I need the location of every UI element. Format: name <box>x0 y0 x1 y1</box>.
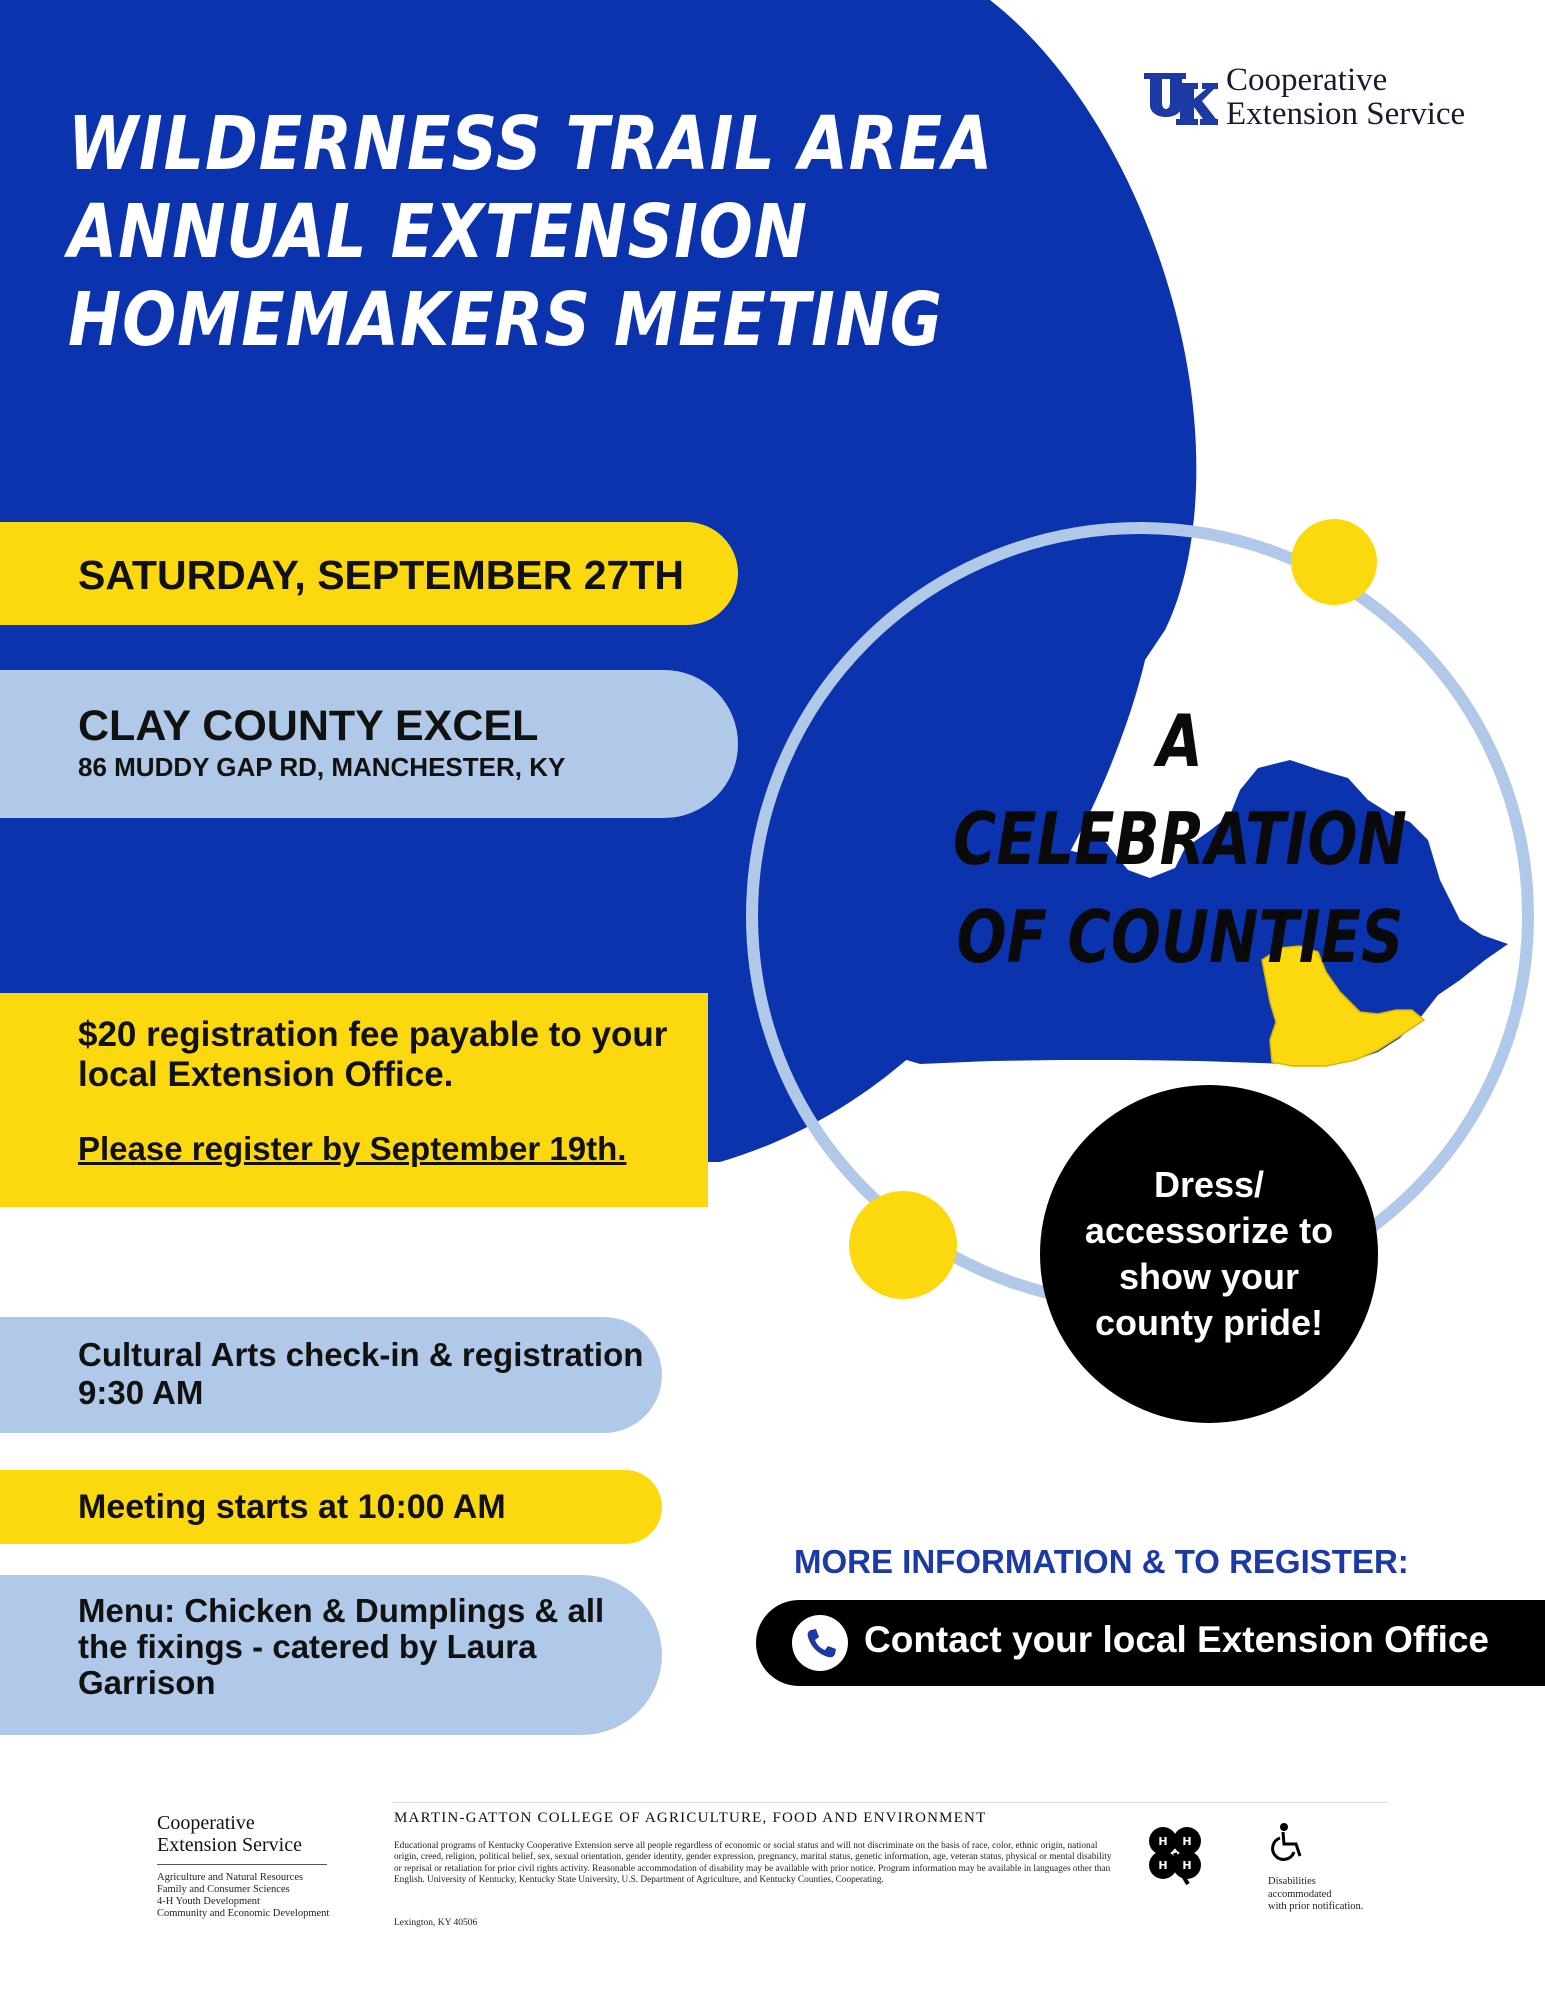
title-line-3: HOMEMAKERS MEETING <box>68 277 943 363</box>
program-item: 4-H Youth Development <box>157 1896 260 1907</box>
celebration-heading <box>950 692 1409 986</box>
yellow-dot-bottom <box>849 1191 957 1299</box>
access-line: Disabilities <box>1268 1876 1316 1887</box>
program-item: Agriculture and Natural Resources <box>157 1872 304 1883</box>
page-title <box>68 100 994 364</box>
svg-text:H: H <box>1158 1835 1168 1848</box>
4h-clover-icon <box>1142 1820 1208 1886</box>
program-item: Family and Consumer Sciences <box>157 1884 290 1895</box>
dress-note-circle <box>1040 1085 1378 1423</box>
college-name: MARTIN-GATTON COLLEGE OF AGRICULTURE, FOOD AND ENVIRONMENT <box>394 1810 987 1826</box>
registration-deadline: Please register by September 19th. <box>78 1130 627 1167</box>
title-line-2: ANNUAL EXTENSION <box>68 189 808 275</box>
program-item: Community and Economic Development <box>157 1908 330 1919</box>
venue-pill <box>0 670 738 818</box>
svg-text:H: H <box>1182 1859 1192 1872</box>
celebration-line-1: A CELEBRATION <box>953 699 1407 881</box>
registration-fee-box <box>0 993 708 1207</box>
access-line: accommodated <box>1268 1888 1332 1900</box>
footer-logo <box>157 1812 302 1856</box>
fee-text: $20 registration fee payable to your local Extension Office. <box>78 1015 668 1094</box>
footer-address: Lexington, KY 40506 <box>394 1918 478 1928</box>
event-date-pill: SATURDAY, SEPTEMBER 27TH <box>0 522 738 625</box>
wheelchair-icon <box>1268 1822 1308 1862</box>
venue-name: CLAY COUNTY EXCEL <box>78 702 539 750</box>
contact-bar[interactable] <box>756 1600 1545 1686</box>
meeting-start-pill: Meeting starts at 10:00 AM <box>0 1470 662 1544</box>
logo-text-line-2: Extension Service <box>1226 96 1466 132</box>
footer-logo-line-1: Cooperative <box>157 1812 255 1834</box>
phone-icon <box>792 1615 848 1671</box>
logo-text-line-1: Cooperative <box>1226 62 1388 98</box>
footer-logo-rule <box>157 1864 327 1865</box>
legal-statement: Educational programs of Kentucky Cooperative Extension serve all people regardless of economic or social status and will not discriminate on the basis of race, color, ethnic origin, national origin, creed, religion, political belief, sex, sexual orientation, gender identity, gender expression, pregnancy, marital status, genetic information, age, veteran status, physical or mental disability or reprisal or retaliation for prior civil rights activity. Reasonable accommodation of disability may be available with prior notice. Program information may be available in languages other than English. University of Kentucky, Kentucky State University, U.S. Department of Agriculture, and Kentucky Counties, Cooperating. <box>394 1841 1112 1886</box>
title-line-1: WILDERNESS TRAIL AREA <box>68 101 994 187</box>
accessibility-note <box>1268 1876 1363 1914</box>
dress-note-text: Dress/ accessorize to show your county pride! <box>1084 1164 1334 1343</box>
venue-address: 86 MUDDY GAP RD, MANCHESTER, KY <box>78 752 566 782</box>
footer-logo-line-2: Extension Service <box>157 1834 302 1856</box>
contact-text: Contact your local Extension Office <box>864 1619 1490 1660</box>
celebration-line-2: OF COUNTIES <box>956 895 1404 979</box>
yellow-dot-top <box>1291 519 1377 605</box>
uk-logo-icon <box>1142 69 1220 127</box>
access-line: with prior notification. <box>1268 1901 1364 1912</box>
footer-programs-list <box>157 1872 329 1920</box>
svg-text:H: H <box>1182 1835 1192 1848</box>
menu-pill: Menu: Chicken & Dumplings & all the fixings - catered by Laura Garrison <box>0 1575 662 1735</box>
footer-divider <box>392 1802 1388 1803</box>
checkin-pill: Cultural Arts check-in & registration 9:30 AM <box>0 1317 662 1433</box>
uk-extension-logo <box>1142 63 1502 133</box>
svg-text:H: H <box>1158 1859 1168 1872</box>
more-info-heading: MORE INFORMATION & TO REGISTER: <box>794 1543 1409 1580</box>
